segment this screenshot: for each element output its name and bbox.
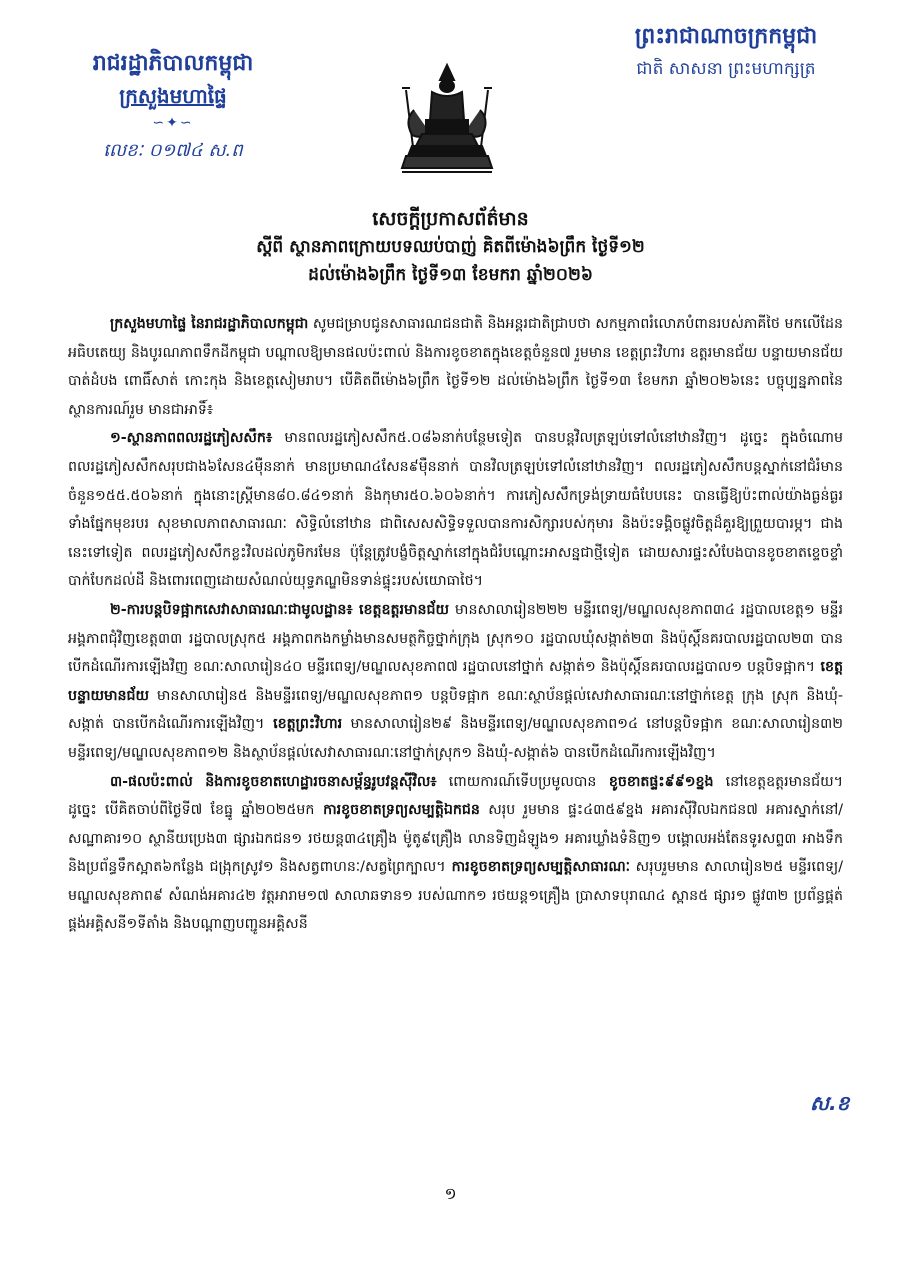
document-title <box>120 205 781 289</box>
intro-text: សូមជម្រាបជូនសាធារណជនជាតិ និងអន្តរជាតិជ្រាបថា សកម្មភាពរំលោភបំពានរបស់ភាគីថៃ មកលើដែនអធិបតេយ្យ និងបូរណភាពទឹកដីកម្ពុជា បណ្តាលឱ្យមានផលប៉ះពាល់ និងការខូចខាតក្នុងខេត្តចំនួន៧ រួមមាន ខេត្តព្រះវិហារ ឧត្តរមានជ័យ បន្ទាយមានជ័យ បាត់ដំបង ពោធិ៍សាត់ កោះកុង និងខេត្តសៀមរាប។ បើគិតពីម៉ោង៦ព្រឹក ថ្ងៃទី១២ ដល់ម៉ោង៦ព្រឹក ថ្ងៃទី១៣ ខែមករា ឆ្នាំ២០២៦នេះ បច្ចុប្បន្នភាពនៃស្ថានការណ៍រួម មានជាអាទិ៍៖ <box>68 316 843 418</box>
section-3-bold-3: ការខូចខាតទ្រព្យសម្បត្តិសាធារណៈ <box>445 859 631 876</box>
document-body <box>68 310 843 939</box>
section-3-text-3: សរុប រួមមាន ផ្ទះ៤៣៥៩ខ្នង អគារស៊ីវិលឯកជន៧ អគារស្នាក់នៅ/សណ្ឋាគារ១០ ស្ថានីយប្រេង៣ ផ្សារឯកជន១ រថយន្ត៣៤គ្រឿង ម៉ូតូ៩គ្រឿង លានទិញដំឡូង១ អគារឃ្លាំងទំនិញ១ បង្គោលអង់តែនទូរសព្ទ៣ អាងទឹកនិងប្រព័ន្ធទឹកស្អាត៦កន្លែង ជង្រុកស្រូវ១ និងសត្វពាហនៈ/សត្វព្រៃក្បាល។ <box>68 802 843 876</box>
section-3-text-2: នៅខេត្តឧត្តរមានជ័យ។ ដូច្នេះ បើគិតចាប់ពីថ្ងៃទី៧ ខែធ្នូ ឆ្នាំ២០២៥មក <box>68 773 843 819</box>
section-2-paragraph <box>68 596 843 768</box>
title-line-2: ស្តីពី ស្ថានភាពក្រោយបទឈប់បាញ់ គិតពីម៉ោង៦ព្រឹក ថ្ងៃទី១២ <box>256 237 645 257</box>
section-2-province-3: ខេត្តព្រះវិហារ <box>264 716 343 733</box>
section-3-text-1: ពោយការណ៍ទើបប្រមូលបាន <box>436 773 597 790</box>
reference-number: លេខៈ ០១៧៤ ស.ព <box>103 140 243 161</box>
section-2-province-1: ខេត្តឧត្តរមានជ័យ <box>352 601 450 618</box>
section-3-paragraph <box>68 768 843 940</box>
section-3-text-4: សរុបរួមមាន សាលារៀន២៥ មន្ទីរពេទ្យ/មណ្ឌលសុខភាព៩ សំណង់អគារ៤២ វត្តអារាម១៧ សាលាឆទាន១ របស់ណាក១ រថយន្ត១គ្រឿង ប្រាសាទបុរាណ៤ ស្ពាន៥ ផ្សារ១ ផ្លូវ៣២ ប្រព័ន្ធផ្គត់ផ្គង់អគ្គិសនី១ទីតាំង និងបណ្តាញបញ្ជូនអគ្គិសនី <box>68 859 843 933</box>
section-3-bold-2: ការខូចខាតទ្រព្យសម្បត្តិឯកជន <box>314 802 480 819</box>
ornament: ∽✦∽ <box>152 115 194 131</box>
section-2-text-1: មានសាលារៀន២២២ មន្ទីរពេទ្យ/មណ្ឌលសុខភាព៣៤ រដ្ឋបាលខេត្ត១ មន្ទីរអង្គភាពជុំវិញខេត្ត៣៣ រដ្ឋបាលស្រុក៥ អង្គភាពកងកម្លាំងមានសមត្ថកិច្ចថ្នាក់ក្រុង ស្រុក១០ រដ្ឋបាលឃុំសង្កាត់២៣ និងប៉ុស្តិ៍នគរបាលរដ្ឋបាល២៣ បានបើកដំណើរការឡើងវិញ ខណៈសាលារៀន៤០ មន្ទីរពេទ្យ/មណ្ឌលសុខភាព៧ រដ្ឋបាលនៅថ្នាក់ សង្កាត់១ និងប៉ុស្តិ៍នគរបាលរដ្ឋបាល១ បន្តបិទផ្អាក។ <box>68 601 843 676</box>
section-1-paragraph <box>68 424 843 596</box>
national-motto: ជាតិ សាសនា ព្រះមហាក្សត្រ <box>636 59 816 79</box>
section-2-lead: ២-ការបន្តបិទផ្អាកសេវាសាធារណៈជាមូលដ្ឋាន៖ <box>110 601 353 618</box>
intro-paragraph <box>68 310 843 424</box>
intro-lead: ក្រសួងមហាផ្ទៃ នៃរាជរដ្ឋាភិបាលកម្ពុជា <box>110 316 309 332</box>
header-right <box>591 20 861 84</box>
handwritten-initials: ស.ខ <box>810 1091 850 1115</box>
section-3-lead: ៣-ផលប៉ះពាល់ និងការខូចខាតហេដ្ឋារចនាសម្ព័ន្ធរូបវន្តស៊ីវិល៖ <box>110 773 437 790</box>
section-2-text-2: មានសាលារៀន៥ និងមន្ទីរពេទ្យ/មណ្ឌលសុខភាព១ បន្តបិទផ្អាក ខណៈស្ថាប័នផ្តល់សេវាសាធារណៈនៅថ្នាក់ខេត្ត ក្រុង ស្រុក និងឃុំ-សង្កាត់ បានបើកដំណើរការឡើងវិញ។ <box>68 687 843 733</box>
section-1-lead: ១-ស្ថានភាពពលរដ្ឋភៀសសឹក៖ <box>110 430 273 447</box>
title-line-3: ដល់ម៉ោង៦ព្រឹក ថ្ងៃទី១៣ ខែមករា ឆ្នាំ២០២៦ <box>308 265 593 285</box>
section-3-bold-1: ខូចខាតផ្ទះ៩៩១ខ្នង <box>596 773 714 790</box>
section-2-province-2: ខេត្តបន្ទាយមានជ័យ <box>68 659 843 704</box>
section-2-text-3: មានសាលារៀន២៩ និងមន្ទីរពេទ្យ/មណ្ឌលសុខភាព១៤ នៅបន្តបិទផ្អាក ខណៈសាលារៀន៣២ មន្ទីរពេទ្យ/មណ្ឌលសុខភាព១២ និងស្ថាប័នផ្តល់សេវាសាធារណៈនៅថ្នាក់ស្រុក១ និងឃុំ-សង្កាត់៦ បានបើកដំណើរការឡើងវិញ។ <box>68 716 843 761</box>
royal-emblem-icon <box>392 60 502 175</box>
kingdom-name: ព្រះរាជាណាចក្រកម្ពុជា <box>634 24 818 49</box>
page-number: ១ <box>444 1184 457 1203</box>
government-name: រាជរដ្ឋាភិបាលកម្ពុជា <box>92 51 254 76</box>
ministry-name: ក្រសួងមហាផ្ទៃ <box>119 84 227 108</box>
header-left <box>58 48 288 166</box>
section-1-text: មានពលរដ្ឋភៀសសឹក៥.០៨៦នាក់បន្ថែមទៀត បានបន្តវិលត្រឡប់ទៅលំនៅឋានវិញ។ ដូច្នេះ ក្នុងចំណោមពលរដ្ឋភៀសសឹកសរុបជាង៦សែន៤ម៉ឺននាក់ មានប្រមាណ៤សែន៩ម៉ឺននាក់ បានវិលត្រឡប់ទៅលំនៅឋានវិញ។ ពលរដ្ឋភៀសសឹកបន្តស្នាក់នៅជំរំមានចំនួន១៥៥.៥០៦នាក់ ក្នុងនោះស្ត្រីមាន៨០.៨៤១នាក់ និងកុមារ៥០.៦០៦នាក់។ ការភៀសសឹកទ្រង់ទ្រាយធំបែបនេះ បានធ្វើឱ្យប៉ះពាល់យ៉ាងធ្ងន់ធ្ងរ ទាំងផ្នែកមុខរបរ សុខមាលភាពសាធារណៈ សិទ្ធិលំនៅឋាន ជាពិសេសសិទ្ធិទទួលបានការសិក្សារបស់កុមារ និងប៉ះទង្គិចផ្លូវចិត្តដ៏គួរឱ្យព្រួយបារម្ភ។ ជាងនេះទៅទៀត ពលរដ្ឋភៀសសឹកខ្លះវិលដល់ភូមិករមែន ប៉ុន្តែត្រូវបង្ខំចិត្តស្នាក់នៅក្នុងជំរំបណ្តោះអាសន្នជាថ្មីទៀត ដោយសារផ្ទះសំបែងបានខូចខាតខ្ទេចខ្ទាំបាក់បែកដល់ដី និងពោរពេញដោយសំណល់យុទ្ធភណ្ឌមិនទាន់ផ្ទុះរបស់យោធាថៃ។ <box>68 430 843 590</box>
title-line-1: សេចក្តីប្រកាសព័ត៌មាន <box>372 208 529 230</box>
